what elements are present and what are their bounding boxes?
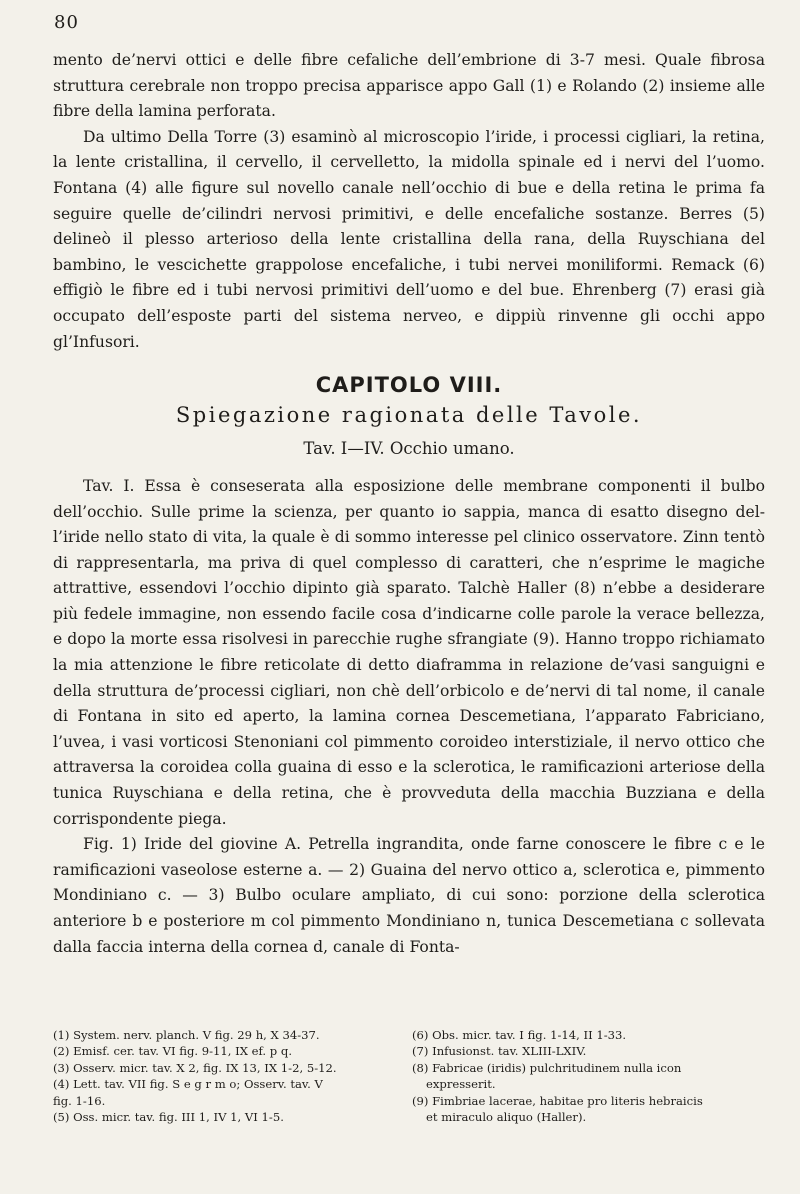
footnote-3: (3) Osserv. micr. tav. X 2, fig. IX 13, IX 1-2, 5-12. (53, 1060, 337, 1075)
paragraph-1: mento de’nervi ottici e delle fibre cefaliche dell’embrione di 3-7 mesi. Quale fibrosa struttura cerebrale non troppo precisa apparisce appo Gall (1) e Rolando (2) insieme alle fibre della lamina perforata. (53, 51, 765, 121)
footnotes-right-column (406, 1027, 765, 1125)
chapter-heading: CAPITOLO VIII. (315, 373, 503, 398)
plate-heading: Tav. I—IV. Occhio umano. (303, 439, 515, 459)
footnote-4-cont: fig. 1-16. (53, 1093, 106, 1108)
footnote-1: (1) System. nerv. planch. V fig. 29 h, X 34-37. (53, 1028, 320, 1042)
paragraph-3: Tav. I. Essa è conseserata alla esposizione delle membrane componenti il bulbo dell’occhio. Sulle prime la scienza, per quanto io sappia, manca di esatto disegno del-l’iride nello stato di vita, la quale è di sommo interesse pel clinico osservatore. Zinn tentò di rappresentarla, ma priva di quel complesso di caratteri, che n’esprime le magiche attrattive, essendovi l’occhio dipinto già sparato. Talchè Haller (8) n’ebbe a desiderare più fedele immagine, non essendo facile cosa d’indicarne colle parole la verace bellezza, e dopo la morte essa risolvesi in parecchie rughe sfrangiate (9). Hanno troppo richiamato la mia attenzione le fibre reticolate di detto diaframma in relazione de’vasi sanguigni e della struttura de’processi cigliari, non chè dell’orbicolo e de’nervi di tal nome, il canale di Fontana in sito ed aperto, la lamina cornea Descemetiana, l’apparato Fabriciano, l’uvea, i vasi vorticosi Stenoniani col pimmento coroideo interstiziale, il nervo ottico che attraversa la coroidea colla guaina di esso e la sclerotica, le ramificazioni arteriose della tunica Ruyschiana e della retina, che è provveduta della macchia Buzziana e della corrispondente piega. (53, 476, 765, 828)
footnote-4: (4) Lett. tav. VII fig. S e g r m o; Osserv. tav. V (53, 1077, 323, 1092)
footnote-2: (2) Emisf. cer. tav. VI fig. 9-11, IX ef. p q. (53, 1044, 293, 1059)
footnote-7: (7) Infusionst. tav. XLIII-LXIV. (412, 1044, 587, 1059)
footnote-9-cont: et miraculo aliquo (Haller). (426, 1110, 587, 1125)
footnote-9: (9) Fimbriae lacerae, habitae pro literis hebraicis (412, 1093, 703, 1108)
footnotes-left-column (53, 1027, 406, 1125)
footnote-6: (6) Obs. micr. tav. I fig. 1-14, II 1-33. (412, 1028, 627, 1042)
footnote-5: (5) Oss. micr. tav. fig. III 1, IV 1, VI 1-5. (53, 1110, 284, 1125)
footnote-8: (8) Fabricae (iridis) pulchritudinem nulla icon (412, 1060, 682, 1075)
paragraph-4: Fig. 1) Iride del giovine A. Petrella ingrandita, onde farne conoscere le fibre c e le ramificazioni vaseolose esterne a. — 2) Guaina del nervo ottico a, sclerotica e, pimmento Mondiniano c. — 3) Bulbo oculare ampliato, di cui sono: porzione della sclerotica anteriore b e posteriore m col pimmento Mondiniano n, tunica Descemetiana c sollevata dalla faccia interna della cornea d, canale di Fonta- (53, 835, 765, 956)
section-title: Spiegazione ragionata delle Tavole. (175, 402, 643, 427)
page-number: 80 (54, 12, 79, 33)
footnotes (53, 1027, 765, 1125)
paragraph-2: Da ultimo Della Torre (3) esaminò al microscopio l’iride, i processi cigliari, la retina, la lente cristallina, il cervello, il cervelletto, la midolla spinale ed i nervi del l’uomo. Fontana (4) alle figure sul novello canale nell’occhio di bue e della retina le prima fa seguire quelle de’cilindri nervosi primitivi, e delle encefaliche sostanze. Berres (5) delineò il plesso arterioso della lente cristallina della rana, della Ruyschiana del bambino, le vescichette grappolose encefaliche, i tubi nervei moniliformi. Remack (6) effigiò le fibre ed i tubi nervosi primitivi dell’uomo e del bue. Ehrenberg (7) erasi già occupato dell’esposte parti del sistema nerveo, e dippiù rinvenne gli occhi appo gl’Infusori. (53, 127, 765, 351)
main-text (53, 48, 765, 960)
footnote-8-cont: expresserit. (426, 1077, 496, 1092)
